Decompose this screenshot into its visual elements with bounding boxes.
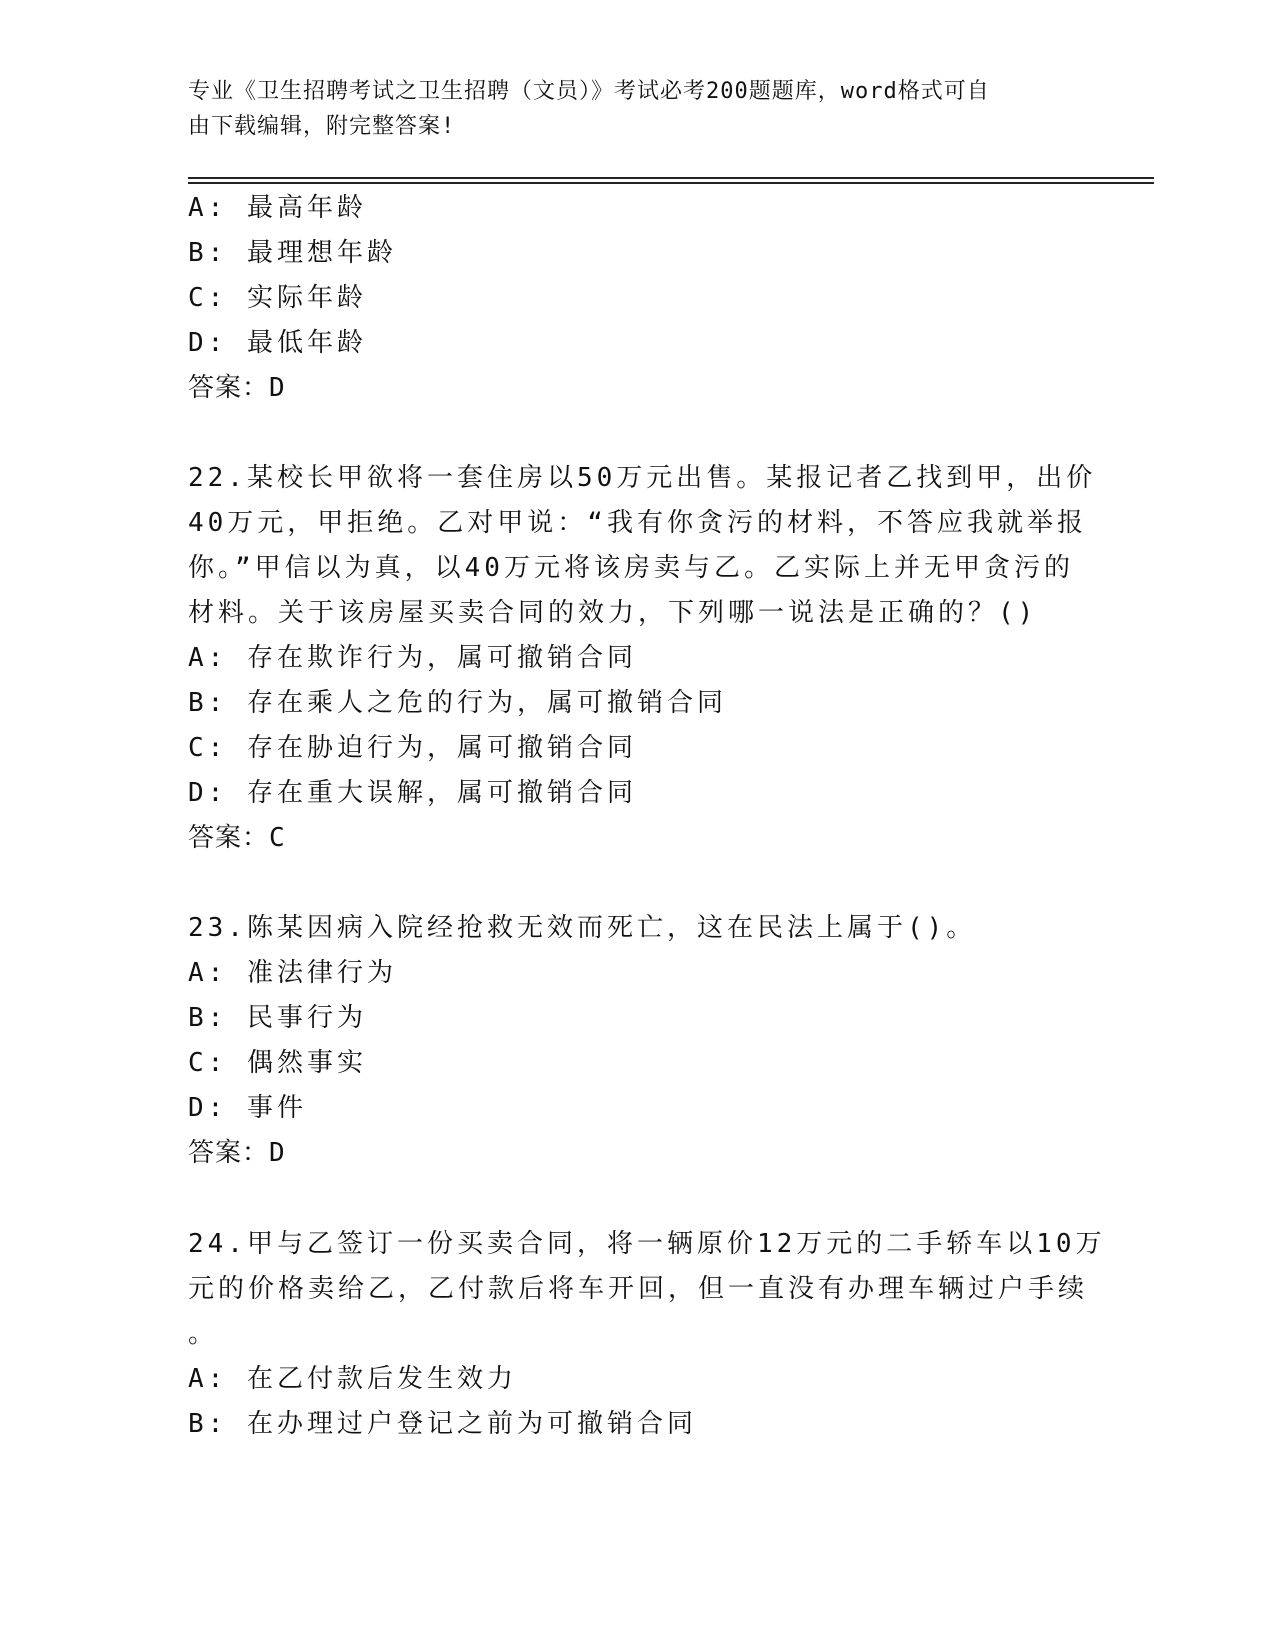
q22-option-b: B: 存在乘人之危的行为，属可撤销合同 <box>188 688 727 718</box>
header-line-1: 专业《卫生招聘考试之卫生招聘（文员）》考试必考200题题库，word格式可自 <box>188 79 990 104</box>
q23-option-a: A: 准法律行为 <box>188 958 397 988</box>
q24-stem-line-3: 。 <box>188 1319 219 1349</box>
q22-stem-line-1: 22.某校长甲欲将一套住房以50万元出售。某报记者乙找到甲，出价 <box>188 463 1097 493</box>
header-divider-top <box>188 177 1154 179</box>
header-line-2: 由下载编辑，附完整答案! <box>188 114 456 139</box>
document-header <box>188 74 1088 144</box>
q22-stem-line-3: 你。”甲信以为真，以40万元将该房卖与乙。乙实际上并无甲贪污的 <box>188 553 1074 583</box>
q24-option-b: B: 在办理过户登记之前为可撤销合同 <box>188 1409 697 1439</box>
q21-option-c: C: 实际年龄 <box>188 283 367 313</box>
q21-option-b: B: 最理想年龄 <box>188 238 397 268</box>
q22-option-c: C: 存在胁迫行为，属可撤销合同 <box>188 733 637 763</box>
q23-answer: 答案：D <box>188 1138 286 1168</box>
header-divider-bottom <box>188 182 1154 184</box>
q22-option-d: D: 存在重大误解，属可撤销合同 <box>188 778 637 808</box>
q23-option-c: C: 偶然事实 <box>188 1048 367 1078</box>
q22-option-a: A: 存在欺诈行为，属可撤销合同 <box>188 643 637 673</box>
q22-answer: 答案：C <box>188 823 286 853</box>
q23-option-d: D: 事件 <box>188 1093 307 1123</box>
q24-option-a: A: 在乙付款后发生效力 <box>188 1364 517 1394</box>
q23-stem-line-1: 23.陈某因病入院经抢救无效而死亡，这在民法上属于()。 <box>188 913 977 943</box>
q21-option-a: A: 最高年龄 <box>188 193 367 223</box>
q24-stem-line-2: 元的价格卖给乙，乙付款后将车开回，但一直没有办理车辆过户手续 <box>188 1274 1089 1304</box>
q22-stem-line-4: 材料。关于该房屋买卖合同的效力，下列哪一说法是正确的？() <box>188 598 1038 628</box>
q24-stem-line-1: 24.甲与乙签订一份买卖合同，将一辆原价12万元的二手轿车以10万 <box>188 1229 1106 1259</box>
q21-option-d: D: 最低年龄 <box>188 328 367 358</box>
q21-answer: 答案：D <box>188 373 286 403</box>
q23-option-b: B: 民事行为 <box>188 1003 367 1033</box>
q22-stem-line-2: 40万元，甲拒绝。乙对甲说：“我有你贪污的材料，不答应我就举报 <box>188 508 1087 538</box>
